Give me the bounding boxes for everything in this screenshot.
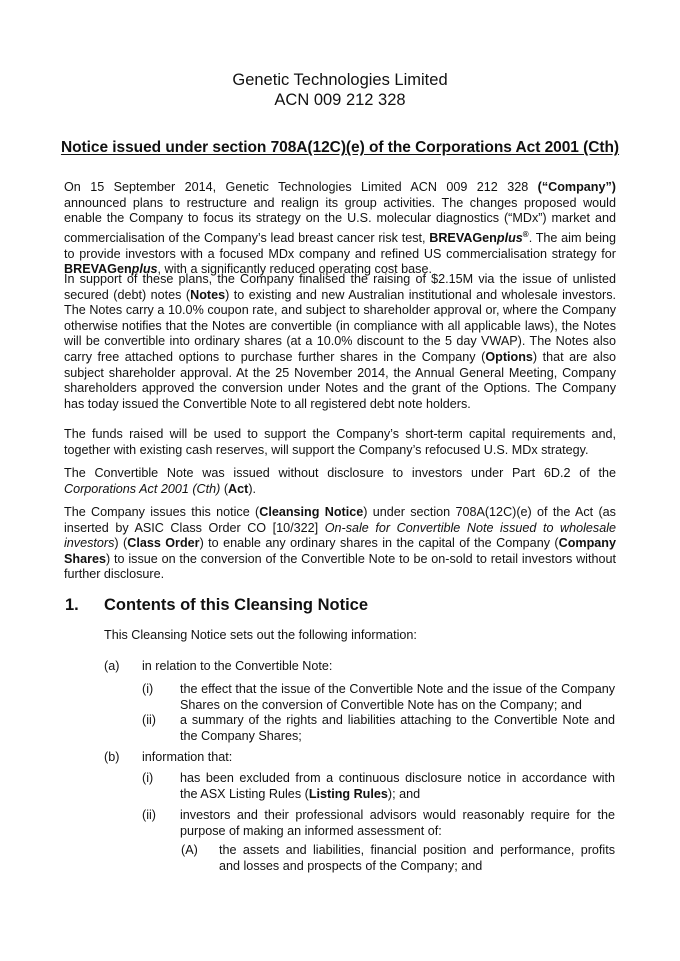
list-text: has been excluded from a continuous disclosure notice in accordance with the ASX Listing Rules (Listing Rules); and bbox=[180, 771, 615, 801]
list-label: (ii) bbox=[142, 713, 156, 727]
paragraph-restructure bbox=[64, 180, 616, 278]
text-run: On 15 September 2014, Genetic Technologies Limited ACN 009 212 328 bbox=[64, 180, 538, 194]
defined-term-listing-rules: Listing Rules bbox=[308, 786, 388, 801]
paragraph-notes-raising bbox=[64, 272, 616, 412]
text-run: ) to enable any ordinary shares in the capital of the Company ( bbox=[199, 536, 559, 551]
list-label: (i) bbox=[142, 682, 154, 696]
paragraph-funds-use: The funds raised will be used to support the Company’s short-term capital requirements and, together with existing cash reserves, will support the Company’s refocused U.S. MDx strategy. bbox=[64, 427, 616, 457]
act-title: Corporations Act 2001 (Cth) bbox=[64, 481, 221, 496]
section-title: Contents of this Cleansing Notice bbox=[104, 596, 369, 614]
text-run: In support of these plans, the Company finalised the raising of $2.15M via the issue of unlisted secured (debt) notes ( bbox=[64, 272, 616, 302]
text-run: ) that are also subject shareholder approval. At the 25 November 2014, the Annual General Meeting, Company shareholders approved the conversion under Notes and the grant of the Options. The Company has today issued the Convertible Note to all registered debt note holders. bbox=[64, 349, 616, 411]
product-name: BREVAGenplus® bbox=[429, 229, 529, 245]
list-label: (b) bbox=[104, 750, 120, 764]
defined-term-notes: Notes bbox=[190, 287, 226, 302]
defined-term-company: (“Company”) bbox=[537, 180, 616, 194]
section-intro: This Cleansing Notice sets out the following information: bbox=[104, 628, 417, 642]
list-text: in relation to the Convertible Note: bbox=[142, 659, 333, 673]
list-text: the effect that the issue of the Convertible Note and the issue of the Company Shares on the conversion of Convertible Note has on the Company; and bbox=[180, 682, 615, 712]
list-text: the assets and liabilities, financial position and performance, profits and losses and prospects of the Company; and bbox=[219, 843, 615, 873]
list-text: information that: bbox=[142, 750, 233, 764]
defined-term-company-shares: Company Shares bbox=[64, 536, 617, 566]
text-run: . The aim being to provide investors with a focused MDx company and refined US commercialisation strategy for bbox=[64, 230, 616, 261]
text-run: ) to issue on the conversion of the Convertible Note to be on-sold to retail investors without further disclosure. bbox=[64, 551, 616, 582]
list-label: (A) bbox=[181, 843, 198, 857]
company-acn: ACN 009 212 328 bbox=[274, 91, 406, 109]
defined-term-class-order: Class Order bbox=[127, 536, 200, 551]
list-text: a summary of the rights and liabilities attaching to the Convertible Note and the Company Shares; bbox=[180, 713, 615, 743]
list-label: (ii) bbox=[142, 808, 156, 822]
text-run: The Convertible Note was issued without disclosure to investors under Part 6D.2 of the bbox=[64, 466, 616, 480]
text-run: The Company issues this notice ( bbox=[64, 505, 260, 519]
paragraph-disclosure: The Convertible Note was issued without disclosure to investors under Part 6D.2 of the Corporations Act 2001 (Cth) (Act). bbox=[64, 466, 616, 496]
list-text: investors and their professional advisors would reasonably require for the purpose of making an informed assessment of: bbox=[180, 808, 615, 838]
section-number: 1. bbox=[65, 596, 79, 614]
defined-term-act: Act bbox=[228, 481, 249, 496]
class-order-title: On-sale for Convertible Note issued to wholesale investors bbox=[64, 520, 616, 551]
notice-heading: Notice issued under section 708A(12C)(e) of the Corporations Act 2001 (Cth) bbox=[60, 139, 620, 156]
defined-term-cleansing-notice: Cleansing Notice bbox=[259, 505, 364, 519]
text-run: ) under section 708A(12C)(e) of the Act (as inserted by ASIC Class Order CO [10/322] bbox=[64, 505, 616, 535]
text-run: , with a significantly reduced operating cost base. bbox=[157, 262, 432, 277]
text-run: ) to existing and new Australian institutional and wholesale investors. The Notes carry a 10.0% coupon rate, and subject to shareholder approval or, where the Company otherwise notifies that the Notes are convertible (in compliance with all applicable laws), the Notes will be convertible into ordinary shares (at a 10.0% discount to the 5 day VWAP). The Notes also carry free attached options to purchase further shares in the Company ( bbox=[64, 287, 616, 364]
paragraph-cleansing-notice: The Company issues this notice (Cleansing Notice) under section 708A(12C)(e) of the Act (as inserted by ASIC Class Order CO [10/322] On-sale for Convertible Note issued to wholesale investors) (Class Order) to enable any ordinary shares in the capital of the Company (Company Shares) to issue on the conversion of the Convertible Note to be on-sold to retail investors without further disclosure. bbox=[64, 505, 617, 582]
defined-term-options: Options bbox=[485, 349, 533, 364]
product-name: BREVAGenplus bbox=[64, 262, 158, 277]
company-name: Genetic Technologies Limited bbox=[232, 71, 448, 89]
list-label: (a) bbox=[104, 659, 120, 673]
list-label: (i) bbox=[142, 771, 154, 785]
document-title-block bbox=[0, 70, 680, 110]
text-run: announced plans to restructure and realign its group activities. The changes proposed would enable the Company to focus its strategy on the U.S. molecular diagnostics (“MDx”) market and commercialisation of the Company’s lead breast cancer risk test, bbox=[64, 195, 616, 245]
